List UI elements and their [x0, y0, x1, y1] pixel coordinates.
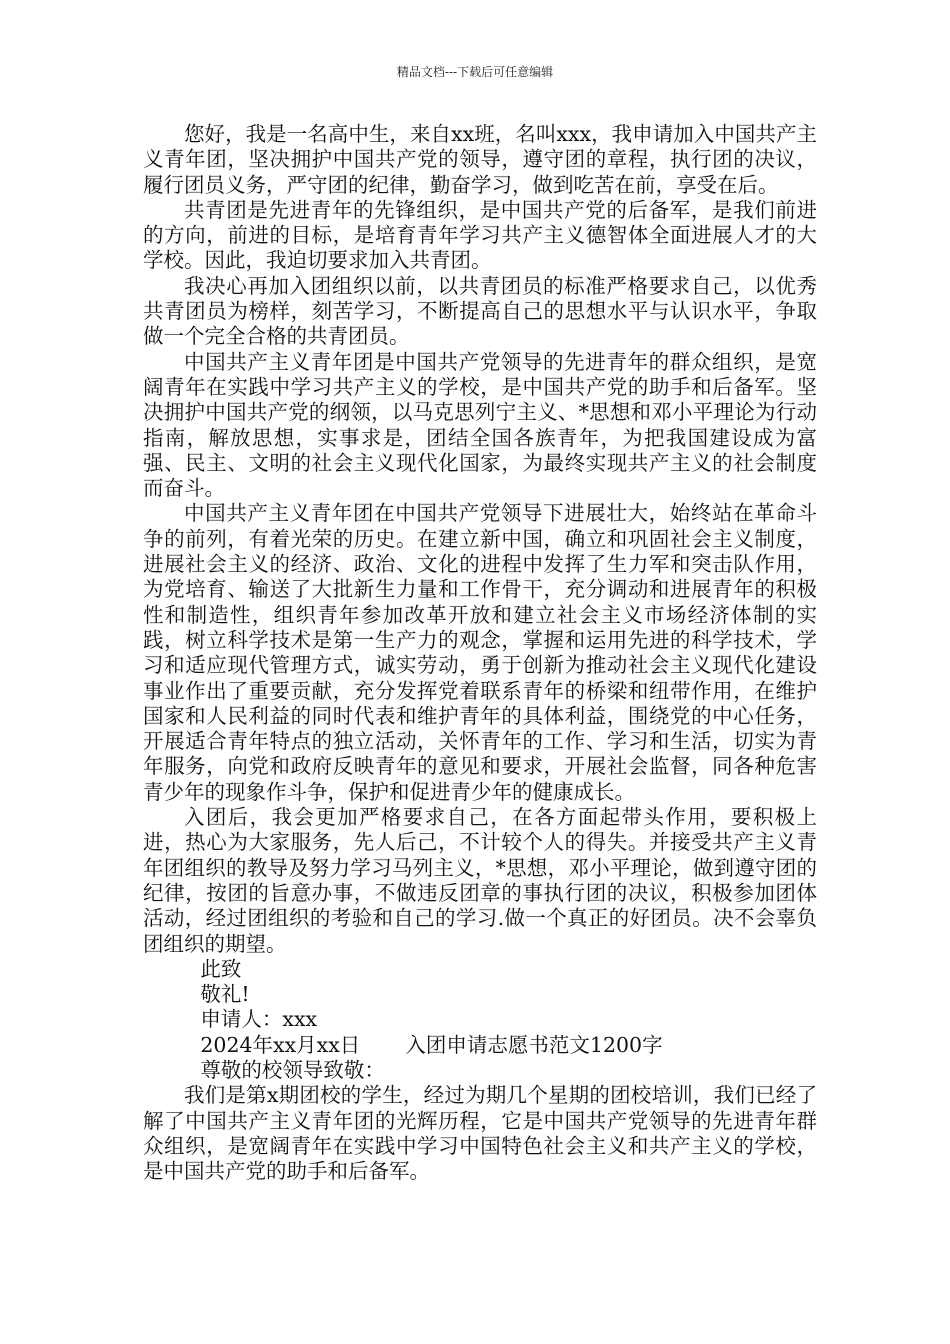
paragraph-league-history: 中国共产主义青年团在中国共产党领导下进展壮大，始终站在革命斗争的前列，有着光荣的历史。在建立新中国，确立和巩固社会主义制度，进展社会主义的经济、政治、文化的进程中发挥了生力军和突击队作用，为党培育、输送了大批新生力量和工作骨干，充分调动和进展青年的积极性和制造性，组织青年参加改革开放和建立社会主义市场经济体制的实践，树立科学技术是第一生产力的观念，掌握和运用先进的科学技术，学习和适应现代管理方式，诚实劳动，勇于创新为推动社会主义现代化建设事业作出了重要贡献，充分发挥党着联系青年的桥梁和纽带作用，在维护国家和人民利益的同时代表和维护青年的具体利益，围绕党的中心任务，开展适合青年特点的独立活动，关怀青年的工作、学习和生活，切实为青年服务，向党和政府反映青年的意见和要求，开展社会监督，同各种危害青少年的现象作斗争，保护和促进青少年的健康成长。: [143, 501, 817, 804]
paragraph-commitment: 入团后，我会更加严格要求自己，在各方面起带头作用，要积极上进，热心为大家服务，先人后己，不计较个人的得失。并接受共产主义青年团组织的教导及努力学习马列主义，*思想，邓小平理论，做到遵守团的纪律，按团的旨意办事，不做违反团章的事执行团的决议，积极参加团体活动，经过团组织的考验和自己的学习.做一个真正的好团员。决不会辜负团组织的期望。: [143, 805, 817, 956]
document-body: [143, 122, 817, 1184]
paragraph-league-nature: 中国共产主义青年团是中国共产党领导的先进青年的群众组织，是宽阔青年在实践中学习共产主义的学校，是中国共产党的助手和后备军。坚决拥护中国共产党的纲领，以马克思列宁主义、*思想和邓小平理论为行动指南，解放思想，实事求是，团结全国各族青年，为把我国建设成为富强、民主、文明的社会主义现代化国家，为最终实现共产主义的社会制度而奋斗。: [143, 349, 817, 501]
paragraph-intro: 您好，我是一名高中生，来自xx班，名叫xxx，我申请加入中国共产主义青年团，坚决拥护中国共产党的领导，遵守团的章程，执行团的决议，履行团员义务，严守团的纪律，勤奋学习，做到吃苦在前，享受在后。: [143, 122, 817, 197]
page-header-watermark: 精品文档---下载后可任意编辑: [396, 65, 554, 79]
date-title-line: [143, 1033, 817, 1058]
paragraph-resolve: 我决心再加入团组织以前，以共青团员的标准严格要求自己，以优秀共青团员为榜样，刻苦学习，不断提高自己的思想水平与认识水平，争取做一个完全合格的共青团员。: [143, 273, 817, 349]
paragraph-league-role: 共青团是先进青年的先锋组织，是中国共产党的后备军，是我们前进的方向，前进的目标，是培育青年学习共产主义德智体全面进展人才的大学校。因此，我迫切要求加入共青团。: [143, 197, 817, 273]
greeting-line: 尊敬的校领导致敬：: [200, 1057, 385, 1082]
applicant-line: 申请人：xxx: [200, 1007, 318, 1032]
salute-line: 敬礼!: [200, 982, 250, 1007]
next-article-title: 入团申请志愿书范文1200字: [405, 1032, 663, 1057]
date-text: 2024年xx月xx日: [200, 1032, 361, 1057]
paragraph-final: 我们是第x期团校的学生，经过为期几个星期的团校培训，我们已经了解了中国共产主义青年团的光辉历程，它是中国共产党领导的先进青年群众组织，是宽阔青年在实践中学习中国特色社会主义和共产主义的学校，是中国共产党的助手和后备军。: [143, 1083, 817, 1184]
closing-line: 此致: [200, 956, 242, 981]
